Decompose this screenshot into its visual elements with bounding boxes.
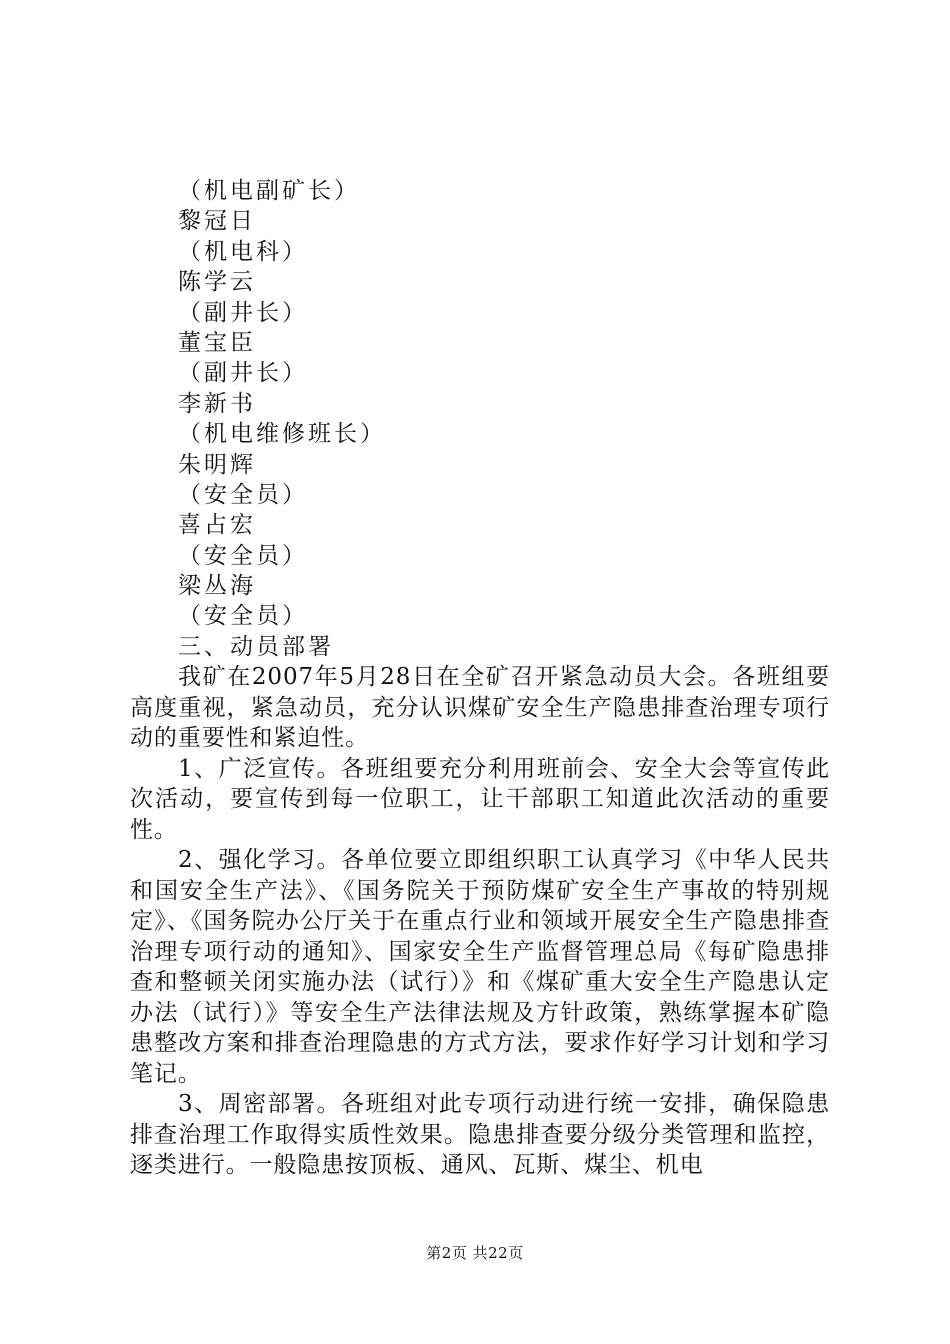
paragraph-study: 2、强化学习。各单位要立即组织职工认真学习《中华人民共和国安全生产法》、《国务院关于预防煤矿安全生产事故的特别规定》、《国务院办公厅关于在重点行业和领域开展安全生产隐患排查治理专项行动的通知》、国家安全生产监督管理总局《每矿隐患排查和整顿关闭实施办法（试行）》和《煤矿重大安全生产隐患认定办法（试行）》等安全生产法律法规及方针政策，熟练掌握本矿隐患整改方案和排查治理隐患的方式方法，要求作好学习计划和学习笔记。 — [130, 847, 830, 1087]
body-text — [130, 662, 830, 1181]
personnel-line: （机电科） — [178, 238, 308, 265]
section-heading: 三、动员部署 — [178, 633, 334, 660]
personnel-line: 梁丛海 — [178, 573, 256, 600]
personnel-line: （安全员） — [178, 603, 308, 630]
personnel-line: 李新书 — [178, 390, 256, 417]
personnel-line: 陈学云 — [178, 269, 256, 296]
paragraph-publicity: 1、广泛宣传。各班组要充分利用班前会、安全大会等宣传此次活动，要宣传到每一位职工，让干部职工知道此次活动的重要性。 — [130, 755, 830, 843]
personnel-list — [178, 176, 578, 662]
personnel-line: 董宝臣 — [178, 329, 256, 356]
paragraph-mobilization: 我矿在2007年5月28日在全矿召开紧急动员大会。各班组要高度重视，紧急动员，充分认识煤矿安全生产隐患排查治理专项行动的重要性和紧迫性。 — [130, 664, 830, 751]
personnel-line: （安全员） — [178, 481, 308, 508]
personnel-line: 喜占宏 — [178, 512, 256, 539]
personnel-line: （副井长） — [178, 299, 308, 326]
personnel-line: 黎冠日 — [178, 208, 256, 235]
personnel-line: （安全员） — [178, 542, 308, 569]
paragraph-deployment: 3、周密部署。各班组对此专项行动进行统一安排，确保隐患排查治理工作取得实质性效果。隐患排查要分级分类管理和监控，逐类进行。一般隐患按顶板、通风、瓦斯、煤尘、机电 — [130, 1091, 830, 1178]
personnel-line: 朱明辉 — [178, 451, 256, 478]
personnel-line: （副井长） — [178, 360, 308, 387]
personnel-line: （机电维修班长） — [178, 421, 386, 448]
personnel-line: （机电副矿长） — [178, 178, 360, 204]
page-number-footer: 第2页 共22页 — [426, 1244, 524, 1262]
